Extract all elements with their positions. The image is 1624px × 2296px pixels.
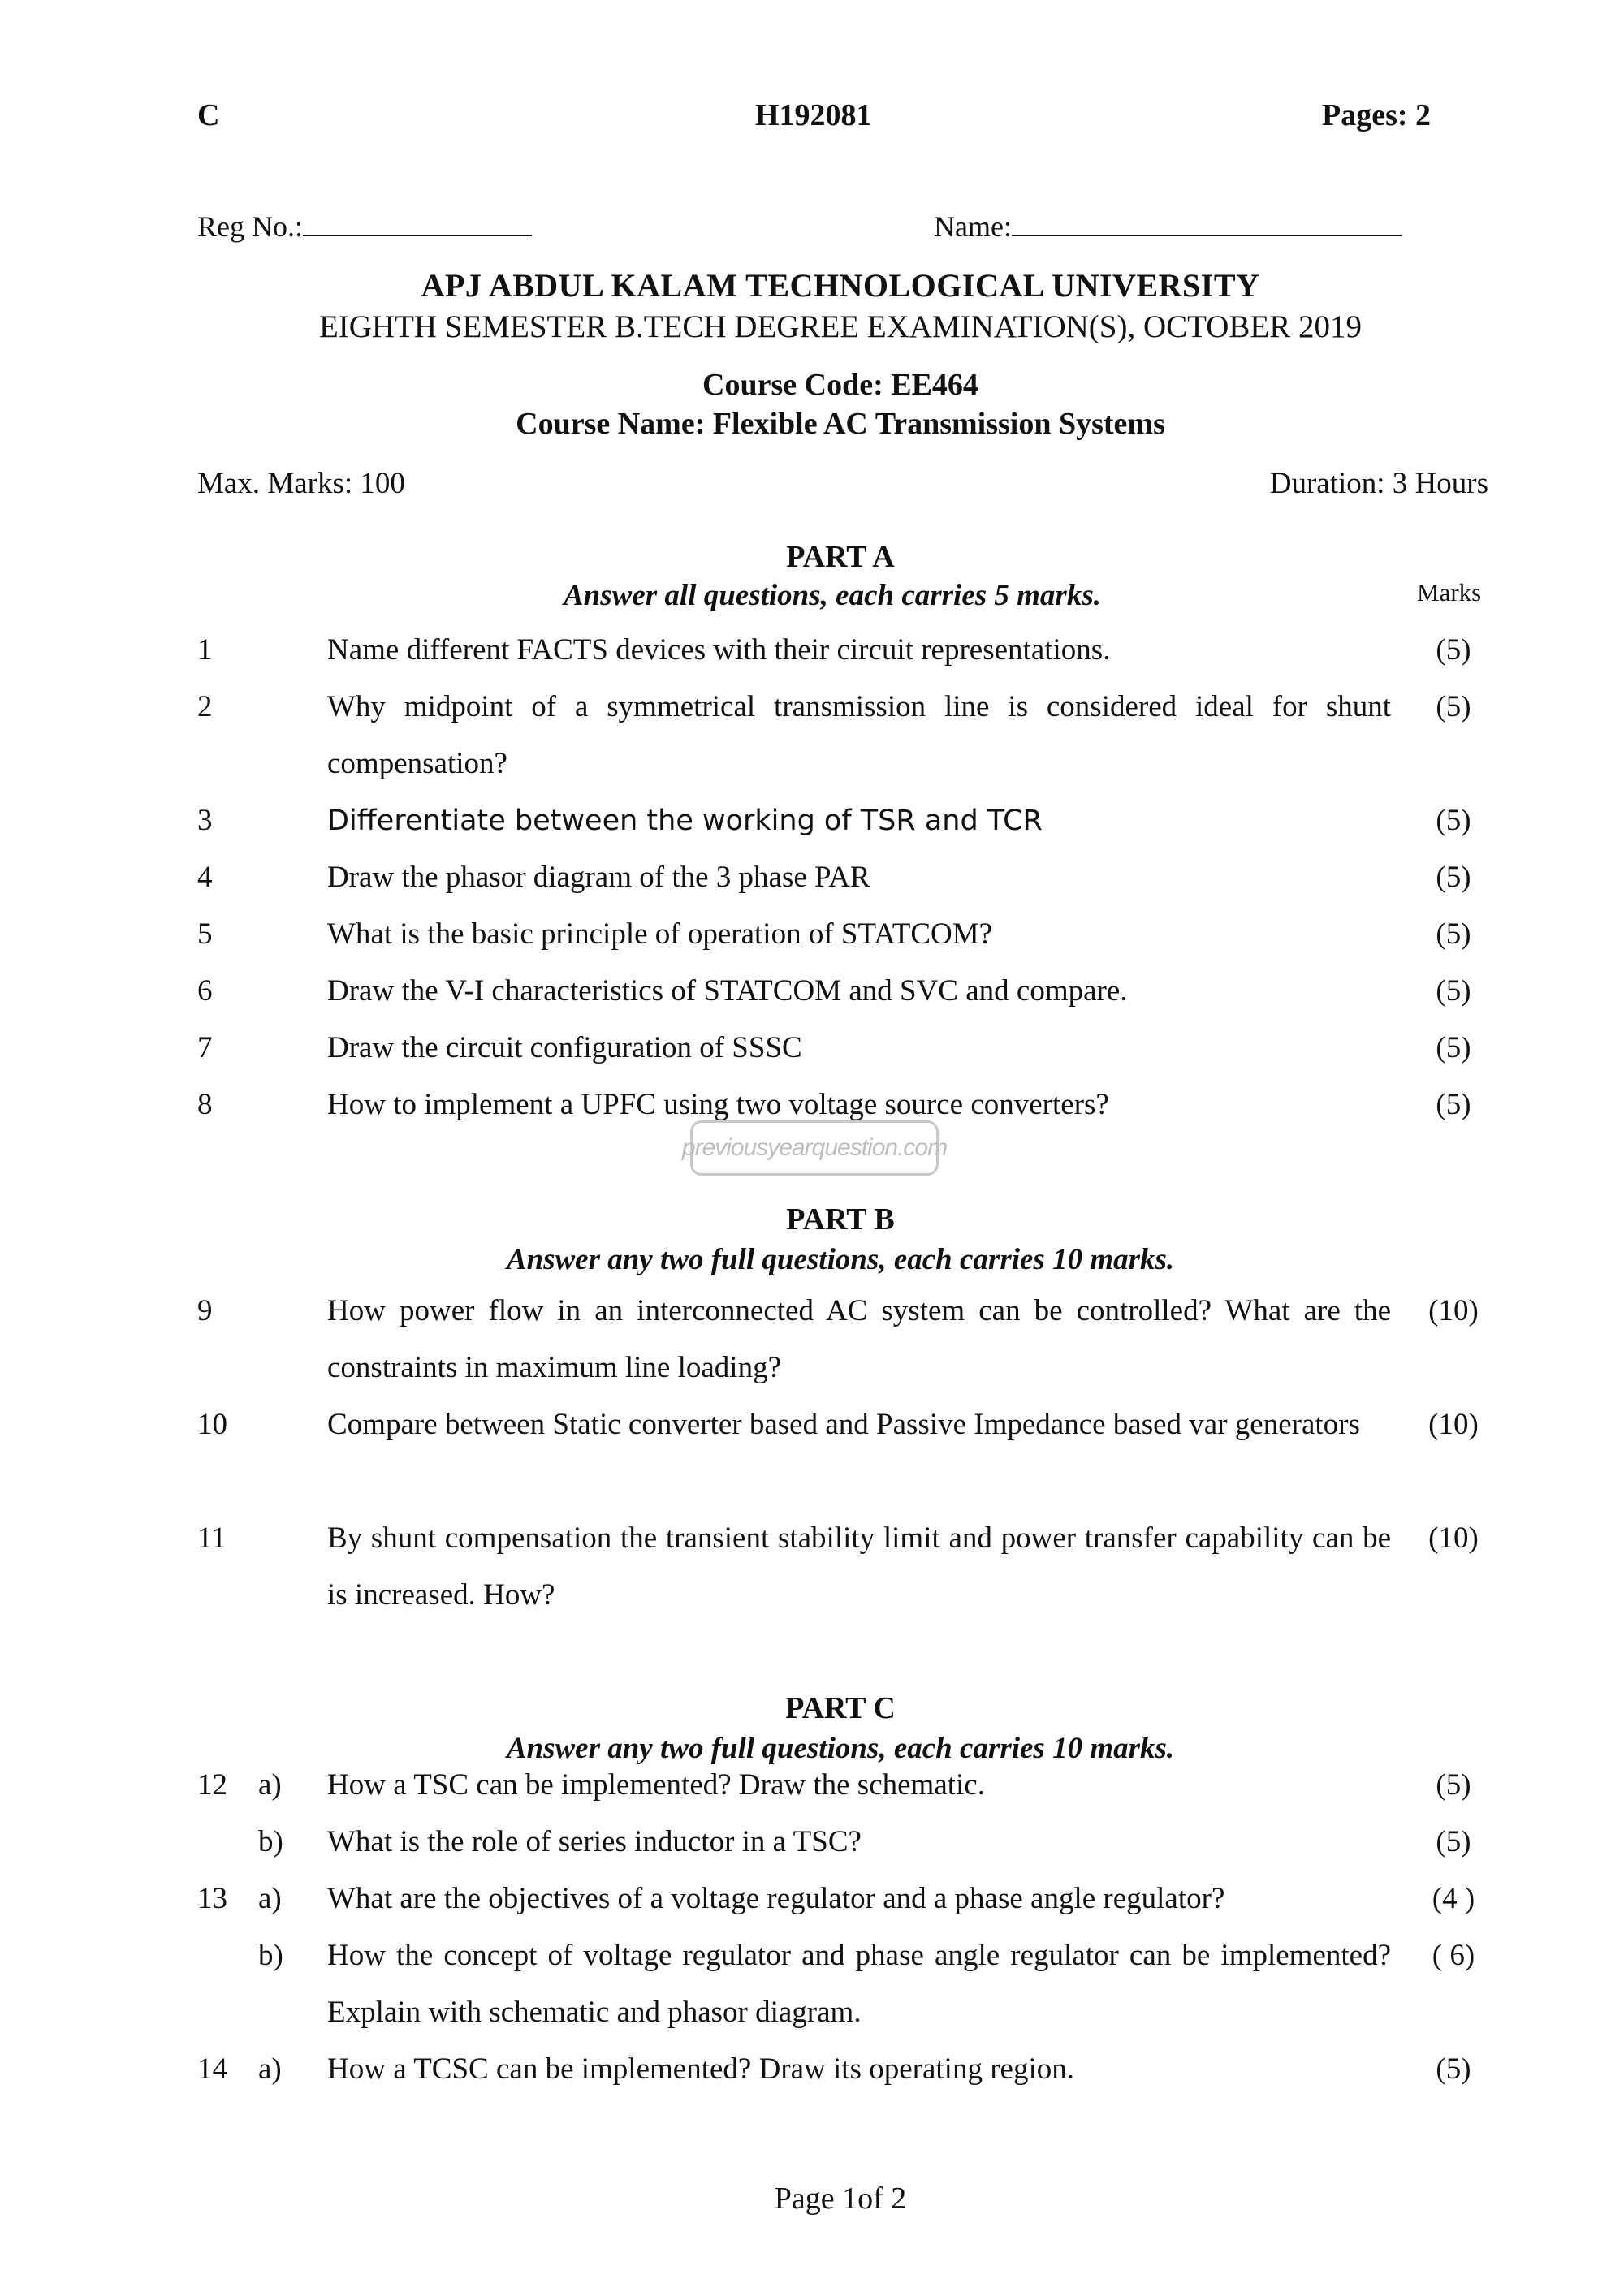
duration: Duration: 3 Hours <box>1269 467 1488 500</box>
question-marks: (5) <box>1436 690 1471 723</box>
question-number: 11 <box>197 1521 227 1555</box>
reg-no-field <box>197 209 532 244</box>
question-marks: (10) <box>1428 1408 1479 1441</box>
exam-title: EIGHTH SEMESTER B.TECH DEGREE EXAMINATION(S), OCTOBER 2019 <box>318 309 1363 344</box>
part-a-title: PART A <box>786 540 895 574</box>
page-footer: Page 1of 2 <box>774 2182 907 2216</box>
question-number: 13 <box>197 1882 227 1915</box>
paper-code: H192081 <box>755 98 872 132</box>
question-text: How the concept of voltage regulator and phase angle regulator can be implemented? Explain with schematic and phasor diagram. <box>327 1939 1391 2029</box>
question-number: 7 <box>197 1031 213 1064</box>
question-text: How to implement a UPFC using two voltage source converters? <box>327 1088 1109 1121</box>
question-number: 8 <box>197 1088 213 1121</box>
question-marks: (5) <box>1436 974 1471 1008</box>
question-marks: (5) <box>1436 917 1471 951</box>
question-marks: (5) <box>1436 1825 1471 1858</box>
question-text: Compare between Static converter based and Passive Impedance based var generators <box>327 1408 1360 1441</box>
part-c-title: PART C <box>785 1691 896 1725</box>
sub-question-label: a) <box>258 1882 282 1915</box>
course-code: Course Code: EE464 <box>702 368 978 402</box>
question-number: 10 <box>197 1408 227 1441</box>
question-number: 5 <box>197 917 213 951</box>
marks-column-header: Marks <box>1417 578 1482 606</box>
sub-question-label: b) <box>258 1825 283 1858</box>
page-count: Pages: 2 <box>1322 98 1432 132</box>
question-text: How a TCSC can be implemented? Draw its operating region. <box>327 2052 1074 2086</box>
name-field <box>934 209 1402 244</box>
question-number: 6 <box>197 974 213 1008</box>
question-number: 2 <box>197 690 213 723</box>
sub-question-label: a) <box>258 2052 282 2086</box>
sub-question-label: b) <box>258 1939 283 1972</box>
question-number: 3 <box>197 804 213 837</box>
sub-question-label: a) <box>258 1768 282 1802</box>
part-c-instruction: Answer any two full questions, each carries 10 marks. <box>506 1732 1175 1765</box>
reg-no-blank <box>303 210 532 236</box>
question-text: Differentiate between the working of TSR and TCR <box>327 805 1043 837</box>
watermark-logo: previousyearquestion.com <box>690 1120 939 1176</box>
question-marks: (10) <box>1428 1521 1479 1555</box>
question-marks: (5) <box>1436 1768 1471 1802</box>
question-text: Draw the V-I characteristics of STATCOM and SVC and compare. <box>327 974 1128 1008</box>
set-code: C <box>197 98 220 132</box>
question-text: By shunt compensation the transient stability limit and power transfer capability can be is increased. How? <box>327 1521 1391 1612</box>
question-marks: (5) <box>1436 1031 1471 1064</box>
question-marks: (5) <box>1436 1088 1471 1121</box>
question-marks: (10) <box>1428 1294 1479 1327</box>
question-number: 14 <box>197 2052 227 2086</box>
question-text: Why midpoint of a symmetrical transmission line is considered ideal for shunt compensation? <box>327 690 1391 780</box>
question-marks: (4 ) <box>1432 1882 1475 1915</box>
max-marks: Max. Marks: 100 <box>197 467 405 500</box>
name-label: Name: <box>934 210 1012 243</box>
question-number: 12 <box>197 1768 227 1802</box>
question-number: 9 <box>197 1294 213 1327</box>
question-text: What is the role of series inductor in a TSC? <box>327 1825 862 1858</box>
question-text: What are the objectives of a voltage regulator and a phase angle regulator? <box>327 1882 1225 1915</box>
question-text: Draw the circuit configuration of SSSC <box>327 1031 802 1064</box>
question-marks: (5) <box>1436 861 1471 894</box>
university-name: APJ ABDUL KALAM TECHNOLOGICAL UNIVERSITY <box>421 267 1260 304</box>
course-name: Course Name: Flexible AC Transmission Systems <box>516 407 1165 441</box>
part-a-instruction: Answer all questions, each carries 5 marks. <box>564 579 1101 612</box>
part-b-instruction: Answer any two full questions, each carries 10 marks. <box>506 1243 1175 1276</box>
question-number: 1 <box>197 633 213 667</box>
question-marks: ( 6) <box>1432 1939 1475 1972</box>
question-text: How a TSC can be implemented? Draw the schematic. <box>327 1768 985 1802</box>
reg-no-label: Reg No.: <box>197 210 303 243</box>
question-marks: (5) <box>1436 2052 1471 2086</box>
question-marks: (5) <box>1436 633 1471 667</box>
part-b-title: PART B <box>786 1202 895 1236</box>
question-text: How power flow in an interconnected AC system can be controlled? What are the constraints in maximum line loading? <box>327 1294 1391 1384</box>
question-text: Name different FACTS devices with their circuit representations. <box>327 633 1111 667</box>
question-number: 4 <box>197 861 213 894</box>
name-blank <box>1012 210 1402 236</box>
question-text: What is the basic principle of operation of STATCOM? <box>327 917 993 951</box>
question-marks: (5) <box>1436 804 1471 837</box>
question-text: Draw the phasor diagram of the 3 phase PAR <box>327 861 870 894</box>
